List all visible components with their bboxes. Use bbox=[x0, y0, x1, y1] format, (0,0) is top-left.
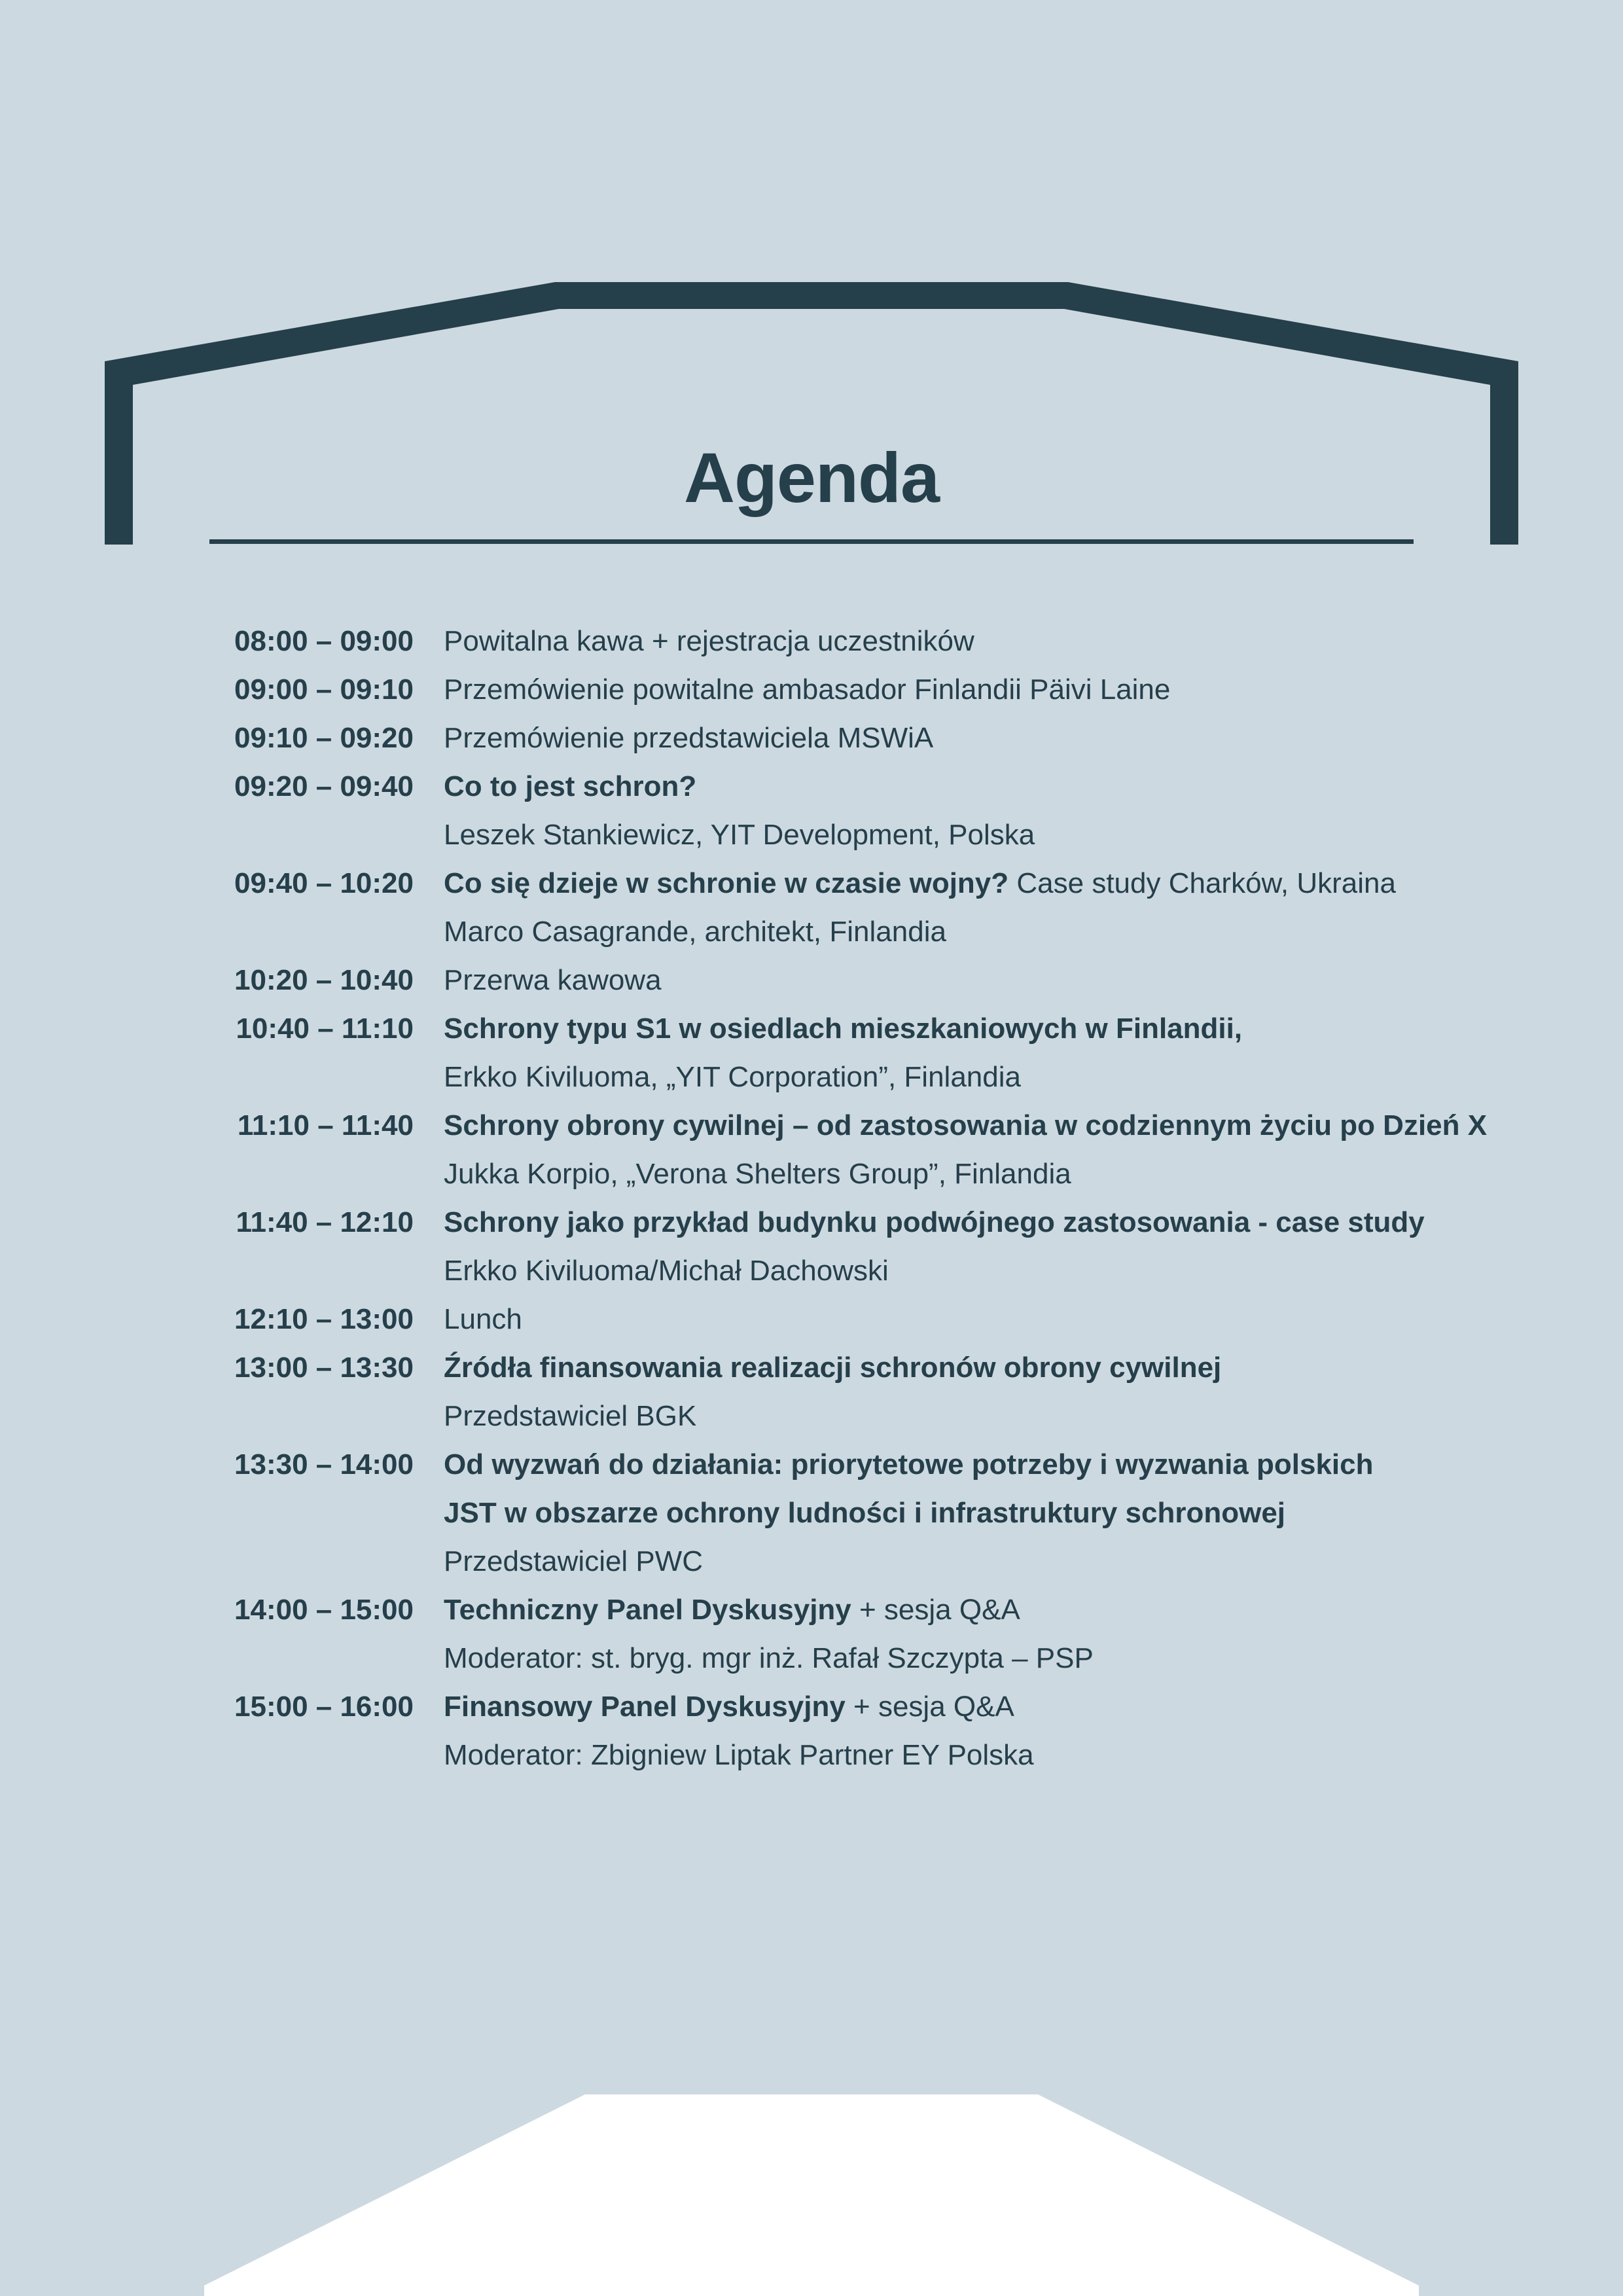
agenda-time: 08:00 – 09:00 bbox=[234, 625, 414, 657]
agenda-row bbox=[0, 762, 1623, 811]
agenda-description bbox=[444, 1731, 1034, 1780]
agenda-row bbox=[0, 1489, 1623, 1537]
agenda-session-detail: Przemówienie przedstawiciela MSWiA bbox=[444, 722, 934, 754]
agenda-description bbox=[444, 714, 933, 762]
agenda-description bbox=[444, 1683, 1014, 1731]
agenda-session-title: Finansowy Panel Dyskusyjny bbox=[444, 1691, 846, 1723]
agenda-row bbox=[0, 617, 1623, 666]
agenda-row bbox=[0, 1537, 1623, 1586]
agenda-row bbox=[0, 1634, 1623, 1683]
agenda-row bbox=[0, 1586, 1623, 1634]
agenda-description bbox=[444, 1489, 1285, 1537]
agenda-row bbox=[0, 1441, 1623, 1489]
agenda-description bbox=[444, 1295, 522, 1344]
agenda-session-title: JST w obszarze ochrony ludności i infrastruktury schronowej bbox=[444, 1497, 1286, 1529]
agenda-row bbox=[0, 1344, 1623, 1392]
agenda-description bbox=[444, 956, 662, 1005]
agenda-session-title: Od wyzwań do działania: priorytetowe potrzeby i wyzwania polskich bbox=[444, 1448, 1374, 1480]
agenda-row bbox=[0, 1683, 1623, 1731]
agenda-row bbox=[0, 1053, 1623, 1102]
agenda-description bbox=[444, 908, 946, 956]
agenda-time: 14:00 – 15:00 bbox=[234, 1594, 414, 1626]
agenda-row bbox=[0, 1102, 1623, 1150]
agenda-session-detail: Przemówienie powitalne ambasador Finlandii Päivi Laine bbox=[444, 673, 1171, 706]
agenda-session-detail: Case study Charków, Ukraina bbox=[1008, 867, 1396, 899]
agenda-session-detail: Jukka Korpio, „Verona Shelters Group”, Finlandia bbox=[444, 1158, 1071, 1190]
agenda-time: 09:20 – 09:40 bbox=[234, 770, 414, 802]
agenda-session-detail: Erkko Kiviluoma/Michał Dachowski bbox=[444, 1255, 889, 1287]
agenda-time: 09:00 – 09:10 bbox=[234, 673, 414, 706]
agenda-description bbox=[444, 1102, 1487, 1150]
bottom-white-shape bbox=[204, 2094, 1419, 2296]
agenda-time: 13:00 – 13:30 bbox=[234, 1352, 414, 1384]
agenda-time: 10:40 – 11:10 bbox=[236, 1013, 414, 1045]
agenda-description bbox=[444, 1441, 1373, 1489]
agenda-time: 09:40 – 10:20 bbox=[234, 867, 414, 899]
agenda-description bbox=[444, 1344, 1221, 1392]
agenda-row bbox=[0, 859, 1623, 908]
agenda-time: 15:00 – 16:00 bbox=[234, 1691, 414, 1723]
agenda-time: 11:10 – 11:40 bbox=[237, 1109, 414, 1141]
agenda-row bbox=[0, 1295, 1623, 1344]
agenda-session-detail: Lunch bbox=[444, 1303, 522, 1335]
agenda-time: 12:10 – 13:00 bbox=[234, 1303, 414, 1335]
agenda-description bbox=[444, 1005, 1242, 1053]
agenda-session-title: Co to jest schron? bbox=[444, 770, 697, 802]
agenda-time: 09:10 – 09:20 bbox=[234, 722, 414, 754]
agenda-row bbox=[0, 811, 1623, 859]
agenda-session-title: Techniczny Panel Dyskusyjny bbox=[444, 1594, 851, 1626]
agenda-time: 10:20 – 10:40 bbox=[234, 964, 414, 996]
agenda-row bbox=[0, 908, 1623, 956]
page-title: Agenda bbox=[683, 438, 940, 517]
agenda-description bbox=[444, 1053, 1021, 1102]
title-underline bbox=[209, 539, 1414, 544]
agenda-session-detail: Moderator: st. bryg. mgr inż. Rafał Szczypta – PSP bbox=[444, 1642, 1094, 1674]
agenda-session-title: Źródła finansowania realizacji schronów obrony cywilnej bbox=[444, 1352, 1222, 1384]
agenda-session-detail: + sesja Q&A bbox=[851, 1594, 1020, 1626]
agenda-description bbox=[444, 1537, 703, 1586]
agenda-description bbox=[444, 1392, 696, 1441]
agenda-session-title: Schrony typu S1 w osiedlach mieszkaniowych w Finlandii, bbox=[444, 1013, 1243, 1045]
agenda-time: 13:30 – 14:00 bbox=[234, 1448, 414, 1480]
agenda-description bbox=[444, 1634, 1094, 1683]
agenda-description bbox=[444, 1586, 1020, 1634]
agenda-row bbox=[0, 714, 1623, 762]
agenda-row bbox=[0, 1392, 1623, 1441]
agenda-row bbox=[0, 956, 1623, 1005]
agenda-session-title: Co się dzieje w schronie w czasie wojny? bbox=[444, 867, 1009, 899]
agenda-session-detail: Przerwa kawowa bbox=[444, 964, 662, 996]
agenda-session-detail: Marco Casagrande, architekt, Finlandia bbox=[444, 916, 946, 948]
agenda-description bbox=[444, 617, 974, 666]
agenda-row bbox=[0, 666, 1623, 714]
agenda-session-detail: Leszek Stankiewicz, YIT Development, Polska bbox=[444, 819, 1035, 851]
agenda-session-detail: Przedstawiciel PWC bbox=[444, 1545, 704, 1577]
agenda-row bbox=[0, 1005, 1623, 1053]
agenda-description bbox=[444, 762, 696, 811]
agenda-description bbox=[444, 1150, 1071, 1198]
agenda-row bbox=[0, 1731, 1623, 1780]
agenda-row bbox=[0, 1247, 1623, 1295]
agenda-row bbox=[0, 1150, 1623, 1198]
agenda-description bbox=[444, 1247, 889, 1295]
agenda-session-detail: Przedstawiciel BGK bbox=[444, 1400, 697, 1432]
agenda-session-detail: Powitalna kawa + rejestracja uczestników bbox=[444, 625, 974, 657]
agenda-list bbox=[0, 617, 1623, 1780]
agenda-session-detail: Erkko Kiviluoma, „YIT Corporation”, Finlandia bbox=[444, 1061, 1021, 1093]
agenda-description bbox=[444, 811, 1035, 859]
agenda-session-detail: Moderator: Zbigniew Liptak Partner EY Polska bbox=[444, 1739, 1034, 1771]
agenda-description bbox=[444, 859, 1396, 908]
agenda-session-detail: + sesja Q&A bbox=[845, 1691, 1014, 1723]
agenda-session-title: Schrony jako przykład budynku podwójnego zastosowania - case study bbox=[444, 1206, 1425, 1238]
agenda-description bbox=[444, 1198, 1425, 1247]
agenda-time: 11:40 – 12:10 bbox=[236, 1206, 414, 1238]
agenda-session-title: Schrony obrony cywilnej – od zastosowania w codziennym życiu po Dzień X bbox=[444, 1109, 1488, 1141]
agenda-description bbox=[444, 666, 1170, 714]
agenda-row bbox=[0, 1198, 1623, 1247]
